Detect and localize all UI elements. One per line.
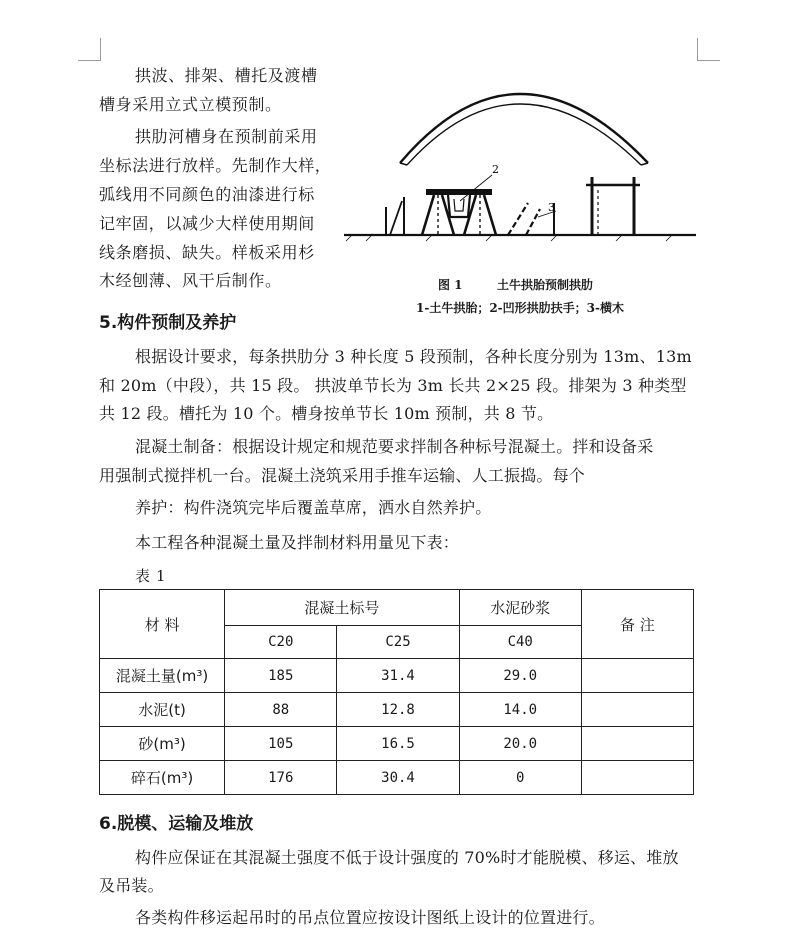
intro-line-8: 木经刨薄、风干后制作。 [99,271,282,290]
figure-label-2: 2 [492,163,499,176]
section-5-heading: 5.构件预制及养护 [99,313,237,333]
section-5-line-2: 和 20m（中段），共 15 段。 拱波单节长为 3m 长共 2×25 段。排架为 3 种类型 [99,376,687,395]
intro-line-1: 拱波、排架、槽托及渡槽 [135,66,318,85]
section-6-line-3: 各类构件移运起吊时的吊点位置应按设计图纸上设计的位置进行。 [135,908,605,927]
table-cell: 88 [225,693,337,727]
table-cell-note [581,659,693,693]
table-row [100,659,694,693]
section-5-line-3: 共 12 段。槽托为 10 个。槽身按单节长 10m 预制，共 8 节。 [99,404,554,423]
arch-formwork-figure [342,85,702,245]
table-cell-note [581,727,693,761]
table-cell: 30.4 [337,761,459,795]
table-row [100,727,694,761]
table-header-remark: 备 注 [581,590,693,659]
table-cell: 14.0 [459,693,581,727]
intro-line-2: 槽身采用立式立模预制。 [99,95,282,114]
page-corner-mark-top-right [697,38,720,61]
materials-table [99,589,694,795]
section-5-line-5: 用强制式搅拌机一台。混凝土浇筑采用手推车运输、人工振捣。每个 [99,466,586,485]
table-cell: 31.4 [337,659,459,693]
section-5-line-4: 混凝土制备：根据设计规定和规范要求拌制各种标号混凝土。拌和设备采 [135,437,654,456]
intro-line-6: 记牢固，以减少大样使用期间 [99,214,315,233]
table-header-material: 材 料 [100,590,225,659]
table-row [100,761,694,795]
table-cell: 29.0 [459,659,581,693]
page-corner-mark-top-left [78,38,101,61]
section-5-line-7: 本工程各种混凝土量及拌制材料用量见下表： [135,533,460,552]
table-cell: 176 [225,761,337,795]
table-cell-note [581,693,693,727]
table-row-name: 碎石(m³) [100,761,225,795]
table-header-mortar: 水泥砂浆 [459,590,581,626]
intro-line-3: 拱肋河槽身在预制前采用 [135,127,318,146]
table-cell: 105 [225,727,337,761]
table-grade-c40: C40 [459,626,581,659]
table-cell: 16.5 [337,727,459,761]
table-row-name: 混凝土量(m³) [100,659,225,693]
figure-caption-legend: 1-土牛拱胎；2-凹形拱肋扶手；3-横木 [416,301,624,315]
figure-caption-title: 土牛拱胎预制拱肋 [497,278,594,292]
table-cell: 20.0 [459,727,581,761]
table-grade-c20: C20 [225,626,337,659]
figure-label-3: 3 [548,201,555,214]
table-cell: 12.8 [337,693,459,727]
table-row [100,693,694,727]
table-row-name: 水泥(t) [100,693,225,727]
table-row-name: 砂(m³) [100,727,225,761]
table-cell: 0 [459,761,581,795]
intro-line-4: 坐标法进行放样。先制作大样， [99,156,332,175]
figure-caption-number: 图 1 [438,278,463,292]
table-cell-note [581,761,693,795]
intro-line-5: 弧线用不同颜色的油漆进行标 [99,185,315,204]
section-6-heading: 6.脱模、运输及堆放 [99,814,254,834]
section-5-line-1: 根据设计要求，每条拱肋分 3 种长度 5 段预制，各种长度分别为 13m、13m [135,347,692,366]
table-cell: 185 [225,659,337,693]
table-header-concrete-grade: 混凝土标号 [225,590,459,626]
section-6-line-1: 构件应保证在其混凝土强度不低于设计强度的 70%时才能脱模、移运、堆放 [135,848,679,867]
section-5-line-6: 养护：构件浇筑完毕后覆盖草席，洒水自然养护。 [135,498,492,517]
table-grade-c25: C25 [337,626,459,659]
intro-line-7: 线条磨损、缺失。样板采用杉 [99,243,315,262]
section-6-line-2: 及吊装。 [99,876,164,895]
table-label: 表 1 [135,567,167,585]
